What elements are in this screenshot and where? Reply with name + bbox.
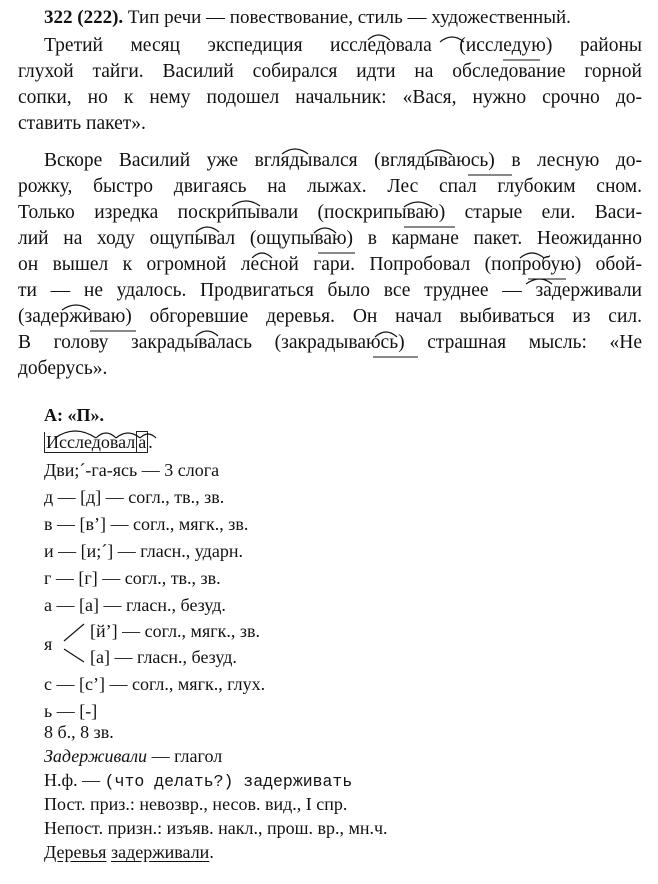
sound-row: д — [д] — согл., тв., зв. bbox=[44, 487, 225, 507]
paragraph-line: он вышел к огромной лесной гари. Попробовал (попробую) обой- bbox=[18, 254, 642, 275]
initial-form-word: задерживать bbox=[233, 772, 353, 791]
paragraph-line: доберусь». bbox=[18, 358, 108, 379]
paragraph-line: лий на ходу ощупывал (ощупываю) в кармане пакет. Неожиданно bbox=[18, 228, 642, 249]
sound-row: в — [в’] — согл., мягк., зв. bbox=[44, 514, 249, 534]
sound-row: и — [и;´] — гласн., ударн. bbox=[44, 541, 243, 561]
initial-form-question: (что делать?) bbox=[104, 772, 234, 791]
phonetic-word: Дви;´-га-ясь — 3 слога bbox=[44, 460, 220, 480]
sentence-predicate: задерживали bbox=[110, 842, 210, 862]
sound-total: 8 б., 8 зв. bbox=[44, 722, 114, 742]
paragraph-line: рожку, быстро двигаясь на лыжах. Лес спал глубоким сном. bbox=[18, 176, 642, 197]
morpheme-period: . bbox=[148, 432, 153, 452]
sound-row: г — [г] — согл., тв., зв. bbox=[44, 568, 221, 588]
ya-sound-row: [й’] — согл., мягк., зв. bbox=[90, 621, 260, 641]
paragraph-line: ти — не удалось. Продвигаться было все труднее — задерживали bbox=[18, 280, 642, 301]
sentence-subject: Деревья bbox=[44, 842, 107, 862]
paragraph-line: Вскоре Василий уже вглядывался (вглядываюсь) в лесную до- bbox=[44, 150, 642, 171]
sound-row: ь — [-] bbox=[44, 701, 98, 721]
ya-sound-row: [а] — гласн., безуд. bbox=[90, 647, 237, 667]
paragraph-line: глухой тайги. Василий собирался идти на обследование горной bbox=[18, 61, 642, 82]
variable-features: Непост. призн.: изъяв. накл., прош. вр., мн.ч. bbox=[44, 818, 388, 838]
verb-word: Задерживали bbox=[44, 746, 148, 766]
sound-row: а — [а] — гласн., безуд. bbox=[44, 595, 226, 615]
section-label: А: «П». bbox=[44, 405, 104, 425]
paragraph-line: Только изредка поскрипывали (поскрипываю) старые ели. Васи- bbox=[18, 202, 642, 223]
initial-form-label: Н.ф. — bbox=[44, 770, 105, 790]
paragraph-line: ставить пакет». bbox=[18, 113, 146, 134]
paragraph-line: сопки, но к нему подошел начальник: «Вася, нужно срочно до- bbox=[18, 87, 642, 108]
sound-row: с — [с’] — согл., мягк., глух. bbox=[44, 674, 266, 694]
syntax-example bbox=[44, 840, 214, 864]
morph-analysis-title bbox=[44, 744, 222, 768]
verb-part-of-speech: — глагол bbox=[147, 746, 223, 766]
constant-features: Пост. приз.: невозвр., несов. вид., I спр. bbox=[44, 794, 348, 814]
sentence-end: . bbox=[209, 842, 214, 862]
morpheme-stem: Исследовал bbox=[46, 432, 136, 452]
exercise-header bbox=[44, 6, 571, 30]
paragraph-line: Третий месяц экспедиция исследовала (исследую) районы bbox=[44, 35, 642, 56]
ya-letter: я bbox=[44, 634, 53, 654]
paragraph-2 bbox=[18, 148, 642, 382]
morpheme-ending: а bbox=[138, 432, 147, 452]
initial-form bbox=[44, 768, 352, 794]
morpheme-analysis bbox=[44, 430, 153, 454]
paragraph-line: В голову закрадывалась (закрадываюсь) страшная мысль: «Не bbox=[18, 332, 642, 353]
exercise-task-description: Тип речи — повествование, стиль — художественный. bbox=[127, 7, 571, 28]
ya-branch-line bbox=[64, 649, 84, 662]
paragraph-1 bbox=[18, 33, 642, 137]
exercise-number: 322 (222). bbox=[44, 7, 124, 28]
paragraph-line: (задерживаю) обгоревшие деревья. Он начал выбиваться из сил. bbox=[18, 306, 642, 327]
ya-branch-line bbox=[64, 624, 84, 641]
